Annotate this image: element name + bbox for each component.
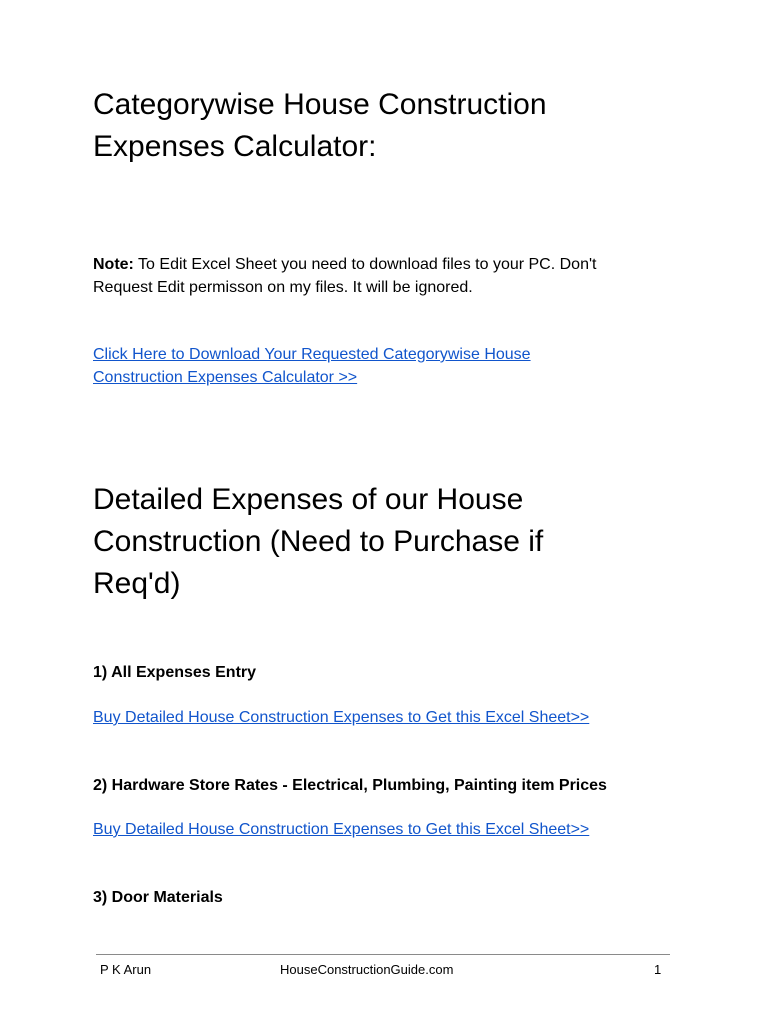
footer-page-number: 1 [654,962,662,977]
download-calculator-link[interactable] [93,346,531,386]
section-title-all-expenses: 1) All Expenses Entry [93,664,257,681]
section-title-door-materials: 3) Door Materials [93,889,223,906]
download-link-paragraph [93,344,693,389]
download-link-line-1: Click Here to Download Your Requested Categorywise House [93,346,531,363]
section-title-hardware-rates: 2) Hardware Store Rates - Electrical, Plumbing, Painting item Prices [93,777,607,794]
note-text-line-1: To Edit Excel Sheet you need to download files to your PC. Don't [133,256,597,273]
note-text-line-2: Request Edit permisson on my files. It will be ignored. [93,278,473,296]
buy-link-paragraph-1 [93,707,693,730]
footer-author: P K Arun [100,962,152,977]
section-heading-line-2: Construction (Need to Purchase if [93,525,544,558]
section-heading-line-1: Detailed Expenses of our House [93,483,524,516]
section-heading [93,479,693,605]
note-paragraph [93,254,693,299]
buy-link-paragraph-2 [93,819,693,842]
page-title-line-2: Expenses Calculator: [93,130,377,163]
buy-excel-sheet-link-1[interactable]: Buy Detailed House Construction Expenses to Get this Excel Sheet>> [93,709,590,726]
footer-site: HouseConstructionGuide.com [280,962,454,977]
footer-divider [96,954,670,955]
page-title-line-1: Categorywise House Construction [93,88,547,121]
section-heading-line-3: Req'd) [93,567,181,600]
buy-excel-sheet-link-2[interactable]: Buy Detailed House Construction Expenses to Get this Excel Sheet>> [93,821,590,838]
note-label: Note: [93,256,134,273]
page-title [93,84,693,168]
download-link-line-2: Construction Expenses Calculator >> [93,368,358,386]
